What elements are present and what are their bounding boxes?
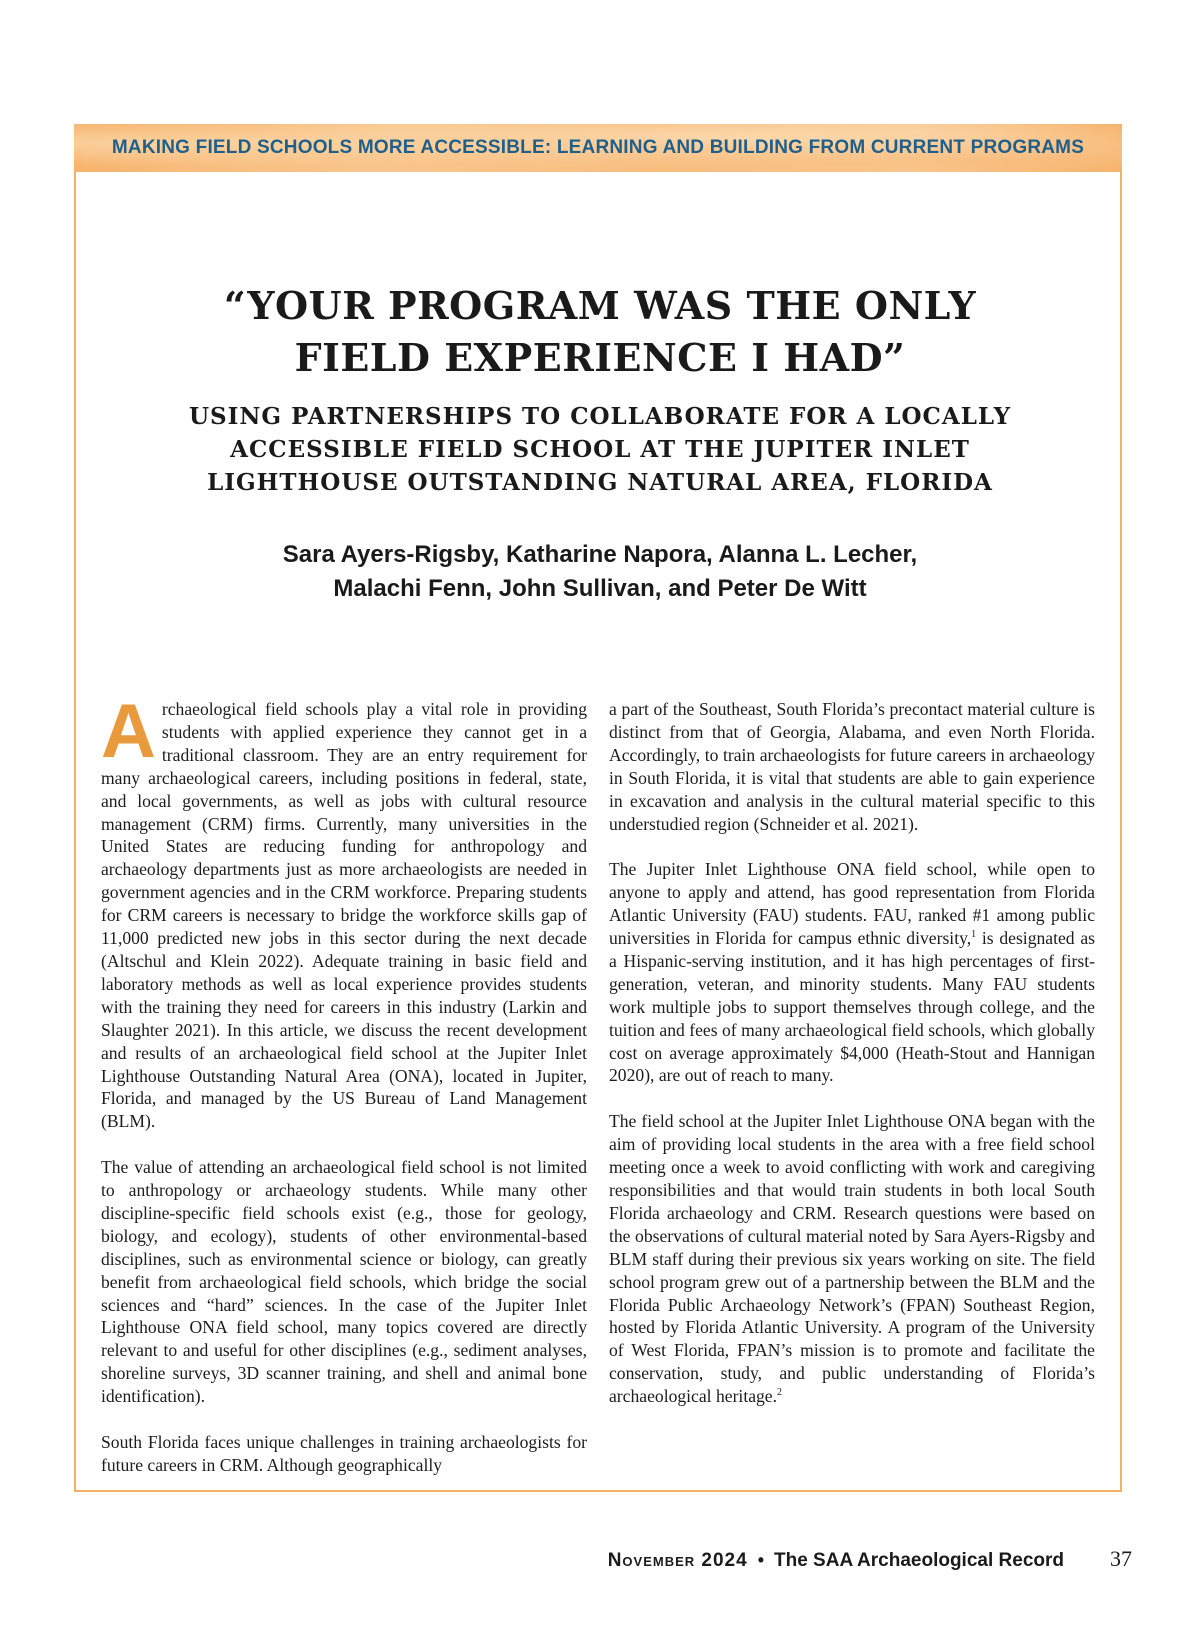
article-title <box>140 280 1060 384</box>
footnote-ref: 2 <box>777 1387 783 1399</box>
paragraph <box>609 1110 1095 1408</box>
body-column-left <box>101 689 587 1500</box>
author-line: Malachi Fenn, John Sullivan, and Peter De Witt <box>333 575 867 602</box>
subtitle-line: LIGHTHOUSE OUTSTANDING NATURAL AREA, FLORIDA <box>207 469 993 496</box>
issue-date: November 2024 <box>607 1550 748 1571</box>
author-list <box>140 538 1060 606</box>
title-line: “YOUR PROGRAM WAS THE ONLY <box>223 283 977 328</box>
page-footer <box>608 1546 1132 1576</box>
paragraph: The value of attending an archaeological field school is not limited to anthropology or archaeology students. While many other discipline-specific field schools exist (e.g., those for geology, biology, and ecology), students of other environmental-based disciplines, such as environmental science or biology, can greatly benefit from archaeological field schools, which bridge the social sciences and “hard” sciences. In the case of the Jupiter Inlet Lighthouse ONA field school, many topics covered are directly relevant to and useful for other disciplines (e.g., sediment analyses, shoreline surveys, 3D scanner training, and shell and animal bone identification). <box>101 1157 587 1407</box>
paragraph-text: The field school at the Jupiter Inlet Lighthouse ONA began with the aim of providing local students in the area with a free field school meeting once a week to avoid conflicting with work and caregiving responsibilities and that would train students in both local South Florida archaeology and CRM. Research questions were based on the observations of cultural material noted by Sara Ayers-Rigsby and BLM staff during their previous six years working on site. The field school program grew out of a partnership between the BLM and the Florida Public Archaeology Network’s (FPAN) Southeast Region, hosted by Florida Atlantic University. A program of the University of West Florida, FPAN’s mission is to promote and facilitate the conservation, study, and public understanding of Florida’s archaeological heritage. <box>609 1111 1095 1407</box>
section-banner <box>74 124 1122 172</box>
page-number: 37 <box>1110 1546 1132 1571</box>
drop-cap: A <box>101 689 156 774</box>
journal-name: The SAA Archaeological Record <box>774 1550 1064 1571</box>
paragraph <box>609 858 1095 1087</box>
article-subtitle <box>140 400 1060 499</box>
paragraph: South Florida faces unique challenges in training archaeologists for future careers in CRM. Although geographically <box>101 1431 587 1475</box>
title-line: FIELD EXPERIENCE I HAD” <box>294 335 906 380</box>
paragraph <box>101 689 587 1133</box>
footnote-ref: 1 <box>971 929 977 941</box>
paragraph: a part of the Southeast, South Florida’s precontact material culture is distinct from that of Georgia, Alabama, and even North Florida. Accordingly, to train archaeologists for future careers in archaeology in South Florida, it is vital that students are able to gain experience in excavation and analysis in the cultural material specific to this understudied region (Schneider et al. 2021). <box>609 699 1095 834</box>
paragraph-text: rchaeological field schools play a vital role in providing students with applied experience they cannot get in a traditional classroom. They are an entry requirement for many archaeological careers, including positions in federal, state, and local governments, as well as jobs with cultural resource management (CRM) firms. Currently, many universities in the United States are reducing funding for anthropology and archaeology departments just as more archaeologists are needed in government agencies and in the CRM workforce. Preparing students for CRM careers is necessary to bridge the workforce skills gap of 11,000 predicted new jobs in this sector during the next decade (Altschul and Klein 2022). Adequate training in basic field and laboratory methods as well as local experience provides students with the training they need for careers in this industry (Larkin and Slaughter 2021). In this article, we discuss the recent development and results of an archaeological field school at the Jupiter Inlet Lighthouse Outstanding Natural Area (ONA), located in Jupiter, Florida, and managed by the US Bureau of Land Management (BLM). <box>101 699 587 1132</box>
subtitle-line: ACCESSIBLE FIELD SCHOOL AT THE JUPITER INLET <box>230 436 970 463</box>
body-column-right <box>609 698 1095 1431</box>
paragraph-text: is designated as a Hispanic-serving institution, and it has high percentages of first-generation, veteran, and minority students. Many FAU students work multiple jobs to support themselves through college, and the tuition and fees of many archaeological field schools, which globally cost on average approximately $4,000 (Heath-Stout and Hannigan 2020), are out of reach to many. <box>609 928 1095 1086</box>
author-line: Sara Ayers-Rigsby, Katharine Napora, Alanna L. Lecher, <box>282 541 918 568</box>
paragraph-text: The Jupiter Inlet Lighthouse ONA field school, while open to anyone to apply and attend, has good representation from Florida Atlantic University (FAU) students. FAU, ranked #1 among public universities in Florida for campus ethnic diversity, <box>609 859 1095 949</box>
banner-title: MAKING FIELD SCHOOLS MORE ACCESSIBLE: LEARNING AND BUILDING FROM CURRENT PROGRAMS <box>111 137 1085 158</box>
subtitle-line: USING PARTNERSHIPS TO COLLABORATE FOR A LOCALLY <box>188 403 1011 430</box>
separator-bullet: • <box>757 1550 764 1570</box>
